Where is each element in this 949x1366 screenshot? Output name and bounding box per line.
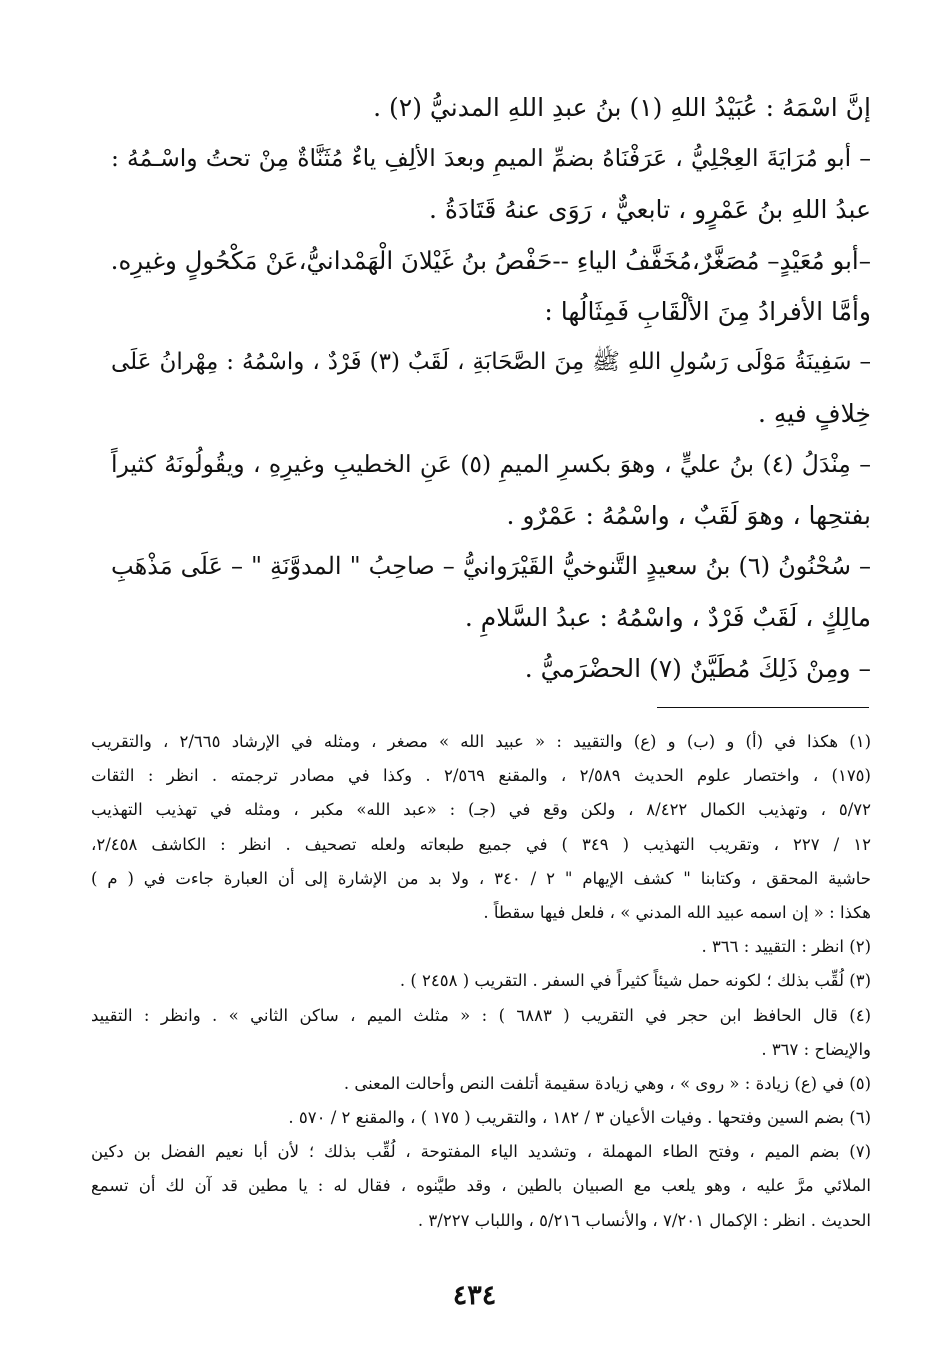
main-line: – مِنْدَلُ (٤) بنُ عليٍّ ، وهوَ بكسرِ الميمِ (٥) عَنِ الخطيبِ وغيرِهِ ، ويقُولُونَهُ كثيراً [111,450,871,478]
main-line: بفتحِها ، وهوَ لَقَبٌ ، واسْمُهُ : عَمْرٌو . [506,501,871,530]
footnote-line: (١٧٥) ، واختصار علوم الحديث ٢/٥٨٩ ، والمقنع ٢/٥٦٩ . وكذا في مصادر ترجمته . انظر : الثقات [91,766,871,786]
main-line: – ومِنْ ذَلِكَ مُطَيَّنٌ (٧) الحضْرَميُّ . [524,654,871,683]
footnotes [91,725,871,1238]
footnote-line: والإيضاح : ٣٦٧ . [761,1039,871,1059]
footnote-separator [657,707,869,708]
footnote-line: (١) هكذا في (أ) و (ب) و (ع) والتقييد : « عبيد الله » مصغر ، ومثله في الإرشاد ٢/٦٦٥ ، والتقريب [91,732,871,751]
page-number: ٤٣٤ [452,1280,497,1311]
main-line: –أبو مُعَيْدٍ– مُصَغَّرٌ،مُخَفَّفُ الياءِ --حَفْصُ بنُ غَيْلانَ الْهَمْدانيُّ،عَنْ مَكْحُولٍ وغيرِه. [110,246,871,275]
footnote-line: الملائي مرَّ عليه ، وهو يلعب مع الصبيان بالطين ، وقد طيَّنوه ، فقال له : يا مطين قد آن لك أن تسمع [91,1176,871,1196]
main-line: مالِكٍ ، لَقَبٌ فَرْدٌ ، واسْمُهُ : عبدُ السَّلامِ . [464,603,871,632]
main-line: عبدُ اللهِ بنُ عَمْرٍو ، تابعيٌّ ، رَوَى عنهُ قَتَادَةُ . [429,195,871,224]
footnote-line: (٤) قال الحافظ ابن حجر في التقريب ( ٦٨٨٣ ) : « مثلث الميم ، ساكن الثاني » . وانظر : التقييد [91,1005,871,1025]
footnote-line: (٣) لُقِّب بذلك ؛ لكونه حمل شيئاً كثيراً في السفر . التقريب ( ٢٤٥٨ ) . [399,971,871,991]
main-line: وأمَّا الأفرادُ مِنَ الألْقَابِ فَمِثَالُها : [544,297,871,326]
footnote-line: الحديث . انظر : الإكمال ٧/٢٠١ ، والأنساب ٥/٢١٦ ، واللباب ٣/٢٢٧ . [417,1210,871,1230]
main-text [111,82,871,694]
main-line: – سُحْنُونُ (٦) بنُ سعيدٍ التَّنوخيُّ القَيْرَوانيُّ – صاحِبُ " المدوَّنَةِ " – عَلَى مَذْهَبِ [111,552,871,580]
footnote-line: ٥/٧٢ ، وتهذيب الكمال ٨/٤٢٢ ، ولكن وقع في (جـ) : «عبد الله» مكبر ، ومثله في تهذيب التهذيب [91,800,871,820]
footnote-line: (٥) في (ع) زيادة : « روى » ، وهي زيادة سقيمة أتلفت النص وأحالت المعنى . [343,1073,871,1093]
main-line: خِلافٍ فيهِ . [757,399,871,428]
main-line: – سَفِينَةُ مَوْلَى رَسُولِ اللهِ ﷺ مِنَ الصَّحَابَةِ ، لَقَبٌ (٣) فَرْدٌ ، واسْمُهُ : مِهْرانُ عَلَى [111,349,871,375]
footnote-line: هكذا : « إن اسمه عبيد الله المدني » ، فلعل فيها سقطاً . [483,902,871,922]
footnote-line: حاشية المحقق ، وكتابنا " كشف الإيهام " ٢ / ٣٤٠ ، ولا بد من الإشارة إلى أن العبارة جاءت في ( م ) [91,868,871,888]
footnote-line: (٦) بضم السين وفتحها . وفيات الأعيان ٣ / ١٨٢ ، والتقريب ( ١٧٥ ) ، والمقنع ٢ / ٥٧٠ . [288,1108,871,1128]
main-line: إنَّ اسْمَهُ : عُبَيْدُ اللهِ (١) بنُ عبدِ اللهِ المدنيُّ (٢) . [373,93,871,122]
main-line: – أبو مُرَايَةَ العِجْلِيُّ ، عَرَفْنَاهُ بضمِّ الميمِ وبعدَ الألِفِ ياءٌ مُثَنَّاةٌ مِنْ تحتُ واسْـمُهُ : [111,144,871,172]
footnote-line: (٧) بضم الميم ، وفتح الطاء المهملة ، وتشديد الياء المفتوحة ، لُقِّب بذلك ؛ لأن أبا نعيم الفضل بن دكين [91,1142,871,1162]
footnote-line: ١٢ / ٢٢٧ ، وتقريب التهذيب ( ٣٤٩ ) في جميع طبعاته ولعله تصحيف . انظر : الكاشف ٢/٤٥٨، [91,834,871,854]
footnote-line: (٢) انظر : التقييد : ٣٦٦ . [701,937,871,957]
